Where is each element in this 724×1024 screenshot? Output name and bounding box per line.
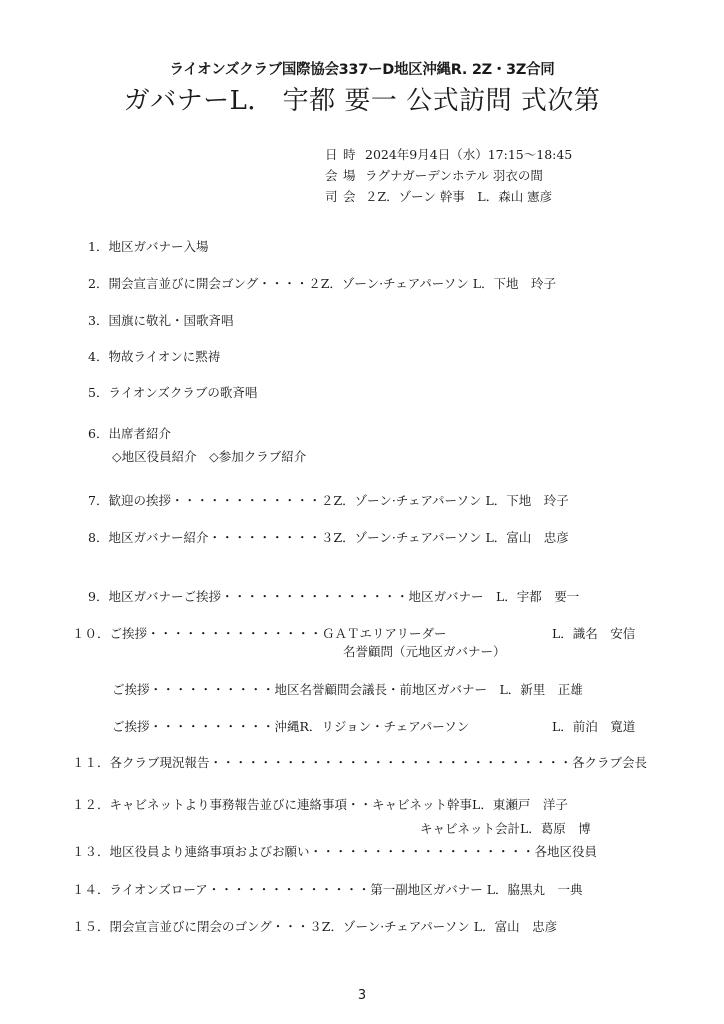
item-text: 物故ライオンに黙祷 <box>108 349 221 364</box>
item-text: 出席者紹介 <box>108 426 171 441</box>
program-item-8 <box>88 528 569 546</box>
program-item-4 <box>88 347 220 365</box>
item-number: １１． <box>72 755 110 770</box>
item-number: 9． <box>88 589 109 604</box>
program-item-10c <box>112 717 469 735</box>
page-number: 3 <box>357 988 367 1003</box>
item-text: 地区ガバナー紹介・・・・・・・・・３Z．ゾーン·チェアパーソン L．富山 忠彦 <box>108 530 569 545</box>
program-item-11 <box>72 753 647 771</box>
item-number: 7． <box>88 493 109 508</box>
item-text: 地区ガバナー入場 <box>108 239 209 254</box>
program-item-15 <box>72 917 557 935</box>
meta-venue-label-1: 会 <box>325 168 338 183</box>
program-item-2 <box>88 274 556 292</box>
document-title: ガバナーL． 宇都 要一 公式訪問 式次第 <box>123 86 601 116</box>
meta-datetime-label-1: 日 <box>325 147 338 162</box>
meta-venue-label-2: 場 <box>343 168 356 183</box>
program-item-6 <box>88 424 171 442</box>
document-subtitle: ライオンズクラブ国際協会337ーD地区沖縄R. 2Z・3Z合同 <box>169 62 555 78</box>
item-number: １４． <box>72 882 110 897</box>
item-number: １０． <box>72 626 110 641</box>
item-number: １３． <box>72 844 110 859</box>
meta-mc-value: ２Z．ゾーン 幹事 L．森山 憲彦 <box>365 189 553 204</box>
item-number: 3． <box>88 313 109 328</box>
program-item-6-sub: ◇地区役員紹介 ◇参加クラブ紹介 <box>112 449 307 464</box>
program-item-12-sub: キャビネット会計L．葛原 博 <box>420 821 591 836</box>
program-item-10b <box>112 680 583 698</box>
program-item-13 <box>72 842 597 860</box>
program-item-10c-name: L．前泊 寛道 <box>552 719 636 734</box>
item-number: １２． <box>72 797 110 812</box>
item-number: 6． <box>88 426 109 441</box>
item-number: 5． <box>88 385 109 400</box>
meta-mc-label-2: 会 <box>343 189 356 204</box>
meta-mc-label-1: 司 <box>325 189 338 204</box>
program-item-10-name: L．識名 安信 <box>552 626 636 641</box>
item-text: キャビネットより事務報告並びに連絡事項・・キャビネット幹事L．東瀬戸 洋子 <box>109 797 568 812</box>
item-text: 地区ガバナーご挨拶・・・・・・・・・・・・・・・地区ガバナー L．宇都 要一 <box>108 589 580 604</box>
item-text: ライオンズローア・・・・・・・・・・・・・第一副地区ガバナー L．脇黒丸 一典 <box>109 882 583 897</box>
program-item-12 <box>72 795 568 813</box>
item-number: 2． <box>88 276 109 291</box>
item-text: 開会宣言並びに開会ゴング・・・・２Z．ゾーン·チェアパーソン L．下地 玲子 <box>108 276 557 291</box>
item-text: 閉会宣言並びに閉会のゴング・・・３Z．ゾーン·チェアパーソン L．富山 忠彦 <box>109 919 558 934</box>
program-item-10-sub: 名誉顧問（元地区ガバナー） <box>343 644 506 659</box>
program-item-10 <box>72 624 447 642</box>
program-item-9 <box>88 587 579 605</box>
item-text: ライオンズクラブの歌斉唱 <box>108 385 258 400</box>
item-text: 歓迎の挨拶・・・・・・・・・・・・２Z．ゾーン·チェアパーソン L．下地 玲子 <box>108 493 569 508</box>
meta-mc <box>325 187 552 205</box>
program-item-5 <box>88 383 257 401</box>
meta-venue <box>325 166 543 184</box>
item-number: 4． <box>88 349 109 364</box>
meta-venue-value: ラグナガーデンホテル 羽衣の間 <box>365 168 543 183</box>
item-number: １５． <box>72 919 110 934</box>
item-text: 国旗に敬礼・国歌斉唱 <box>108 313 234 328</box>
program-item-14 <box>72 880 583 898</box>
program-item-1 <box>88 237 208 255</box>
program-item-3 <box>88 311 233 329</box>
meta-datetime-label-2: 時 <box>343 147 356 162</box>
item-text: ご挨拶・・・・・・・・・・・・・・ＧＡＴエリアリーダー <box>109 626 447 641</box>
program-item-7 <box>88 491 569 509</box>
item-text: 各クラブ現況報告・・・・・・・・・・・・・・・・・・・・・・・・・・・・・各クラブ会長 <box>109 755 648 770</box>
item-text: 地区役員より連絡事項およびお願い・・・・・・・・・・・・・・・・・・各地区役員 <box>109 844 598 859</box>
item-number: 1． <box>88 239 109 254</box>
meta-datetime-value: 2024年9月4日（水）17:15〜18:45 <box>365 147 573 162</box>
item-text: ご挨拶・・・・・・・・・・沖縄R．リジョン・チェアパーソン <box>112 719 470 734</box>
item-number: 8． <box>88 530 109 545</box>
meta-datetime <box>325 145 572 163</box>
item-text: ご挨拶・・・・・・・・・・地区名誉顧問会議長・前地区ガバナー L．新里 正雄 <box>112 682 583 697</box>
